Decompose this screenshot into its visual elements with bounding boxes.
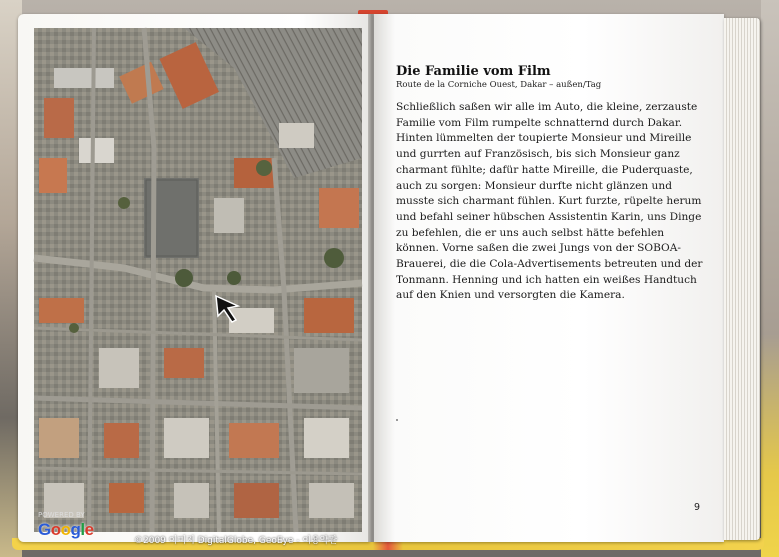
- right-page: [374, 14, 724, 542]
- map-attribution[interactable]: ©2009 이미지 DigitalGlobe, GeoEye - 이용약관: [134, 536, 338, 546]
- background-right-strip: [761, 0, 779, 557]
- page-text-block: [396, 64, 706, 304]
- body-paragraph: Schließlich saßen wir alle im Auto, die kleine, zerzauste Familie vom Film rumpelte schnatternd durch Dakar. Hinten lümmelten der toupierte Monsieur und Mireille und gurrten auf Französisch, bis sich Monsieur ganz charmant fühlte; dafür hatte Mireille, die Puderquaste, auch zu sorgen: Monsieur durfte nicht glänzen und musste sich charmant fühlen. Kurt furzte, rüpelte herum und befahl seiner hübschen Assistentin Karin, uns Dinge zu befehlen, die er uns auch selbst hätte befehlen können. Vorne saßen die zwei Jungs von der SOBOA-Brauerei, die die Cola-Advertisements betreuten und der Tonmann. Henning und ich hatten ein weißes Handtuch auf den Knien und versorgten die Kamera.: [396, 101, 703, 302]
- chapter-title: Die Familie vom Film: [396, 64, 551, 79]
- google-logo: Google: [38, 520, 94, 539]
- powered-by-label: POWERED BY: [38, 511, 85, 519]
- scene-location: Route de la Corniche Ouest, Dakar – außen/Tag: [396, 80, 602, 90]
- left-page: [18, 14, 370, 546]
- page-number: 9: [694, 502, 701, 513]
- page-stack-edges: [724, 18, 760, 540]
- satellite-imagery: [34, 28, 362, 532]
- arrow-cursor-icon: [214, 294, 244, 324]
- open-book: [18, 14, 760, 546]
- page-mark: [396, 419, 398, 421]
- satellite-map[interactable]: [34, 28, 362, 546]
